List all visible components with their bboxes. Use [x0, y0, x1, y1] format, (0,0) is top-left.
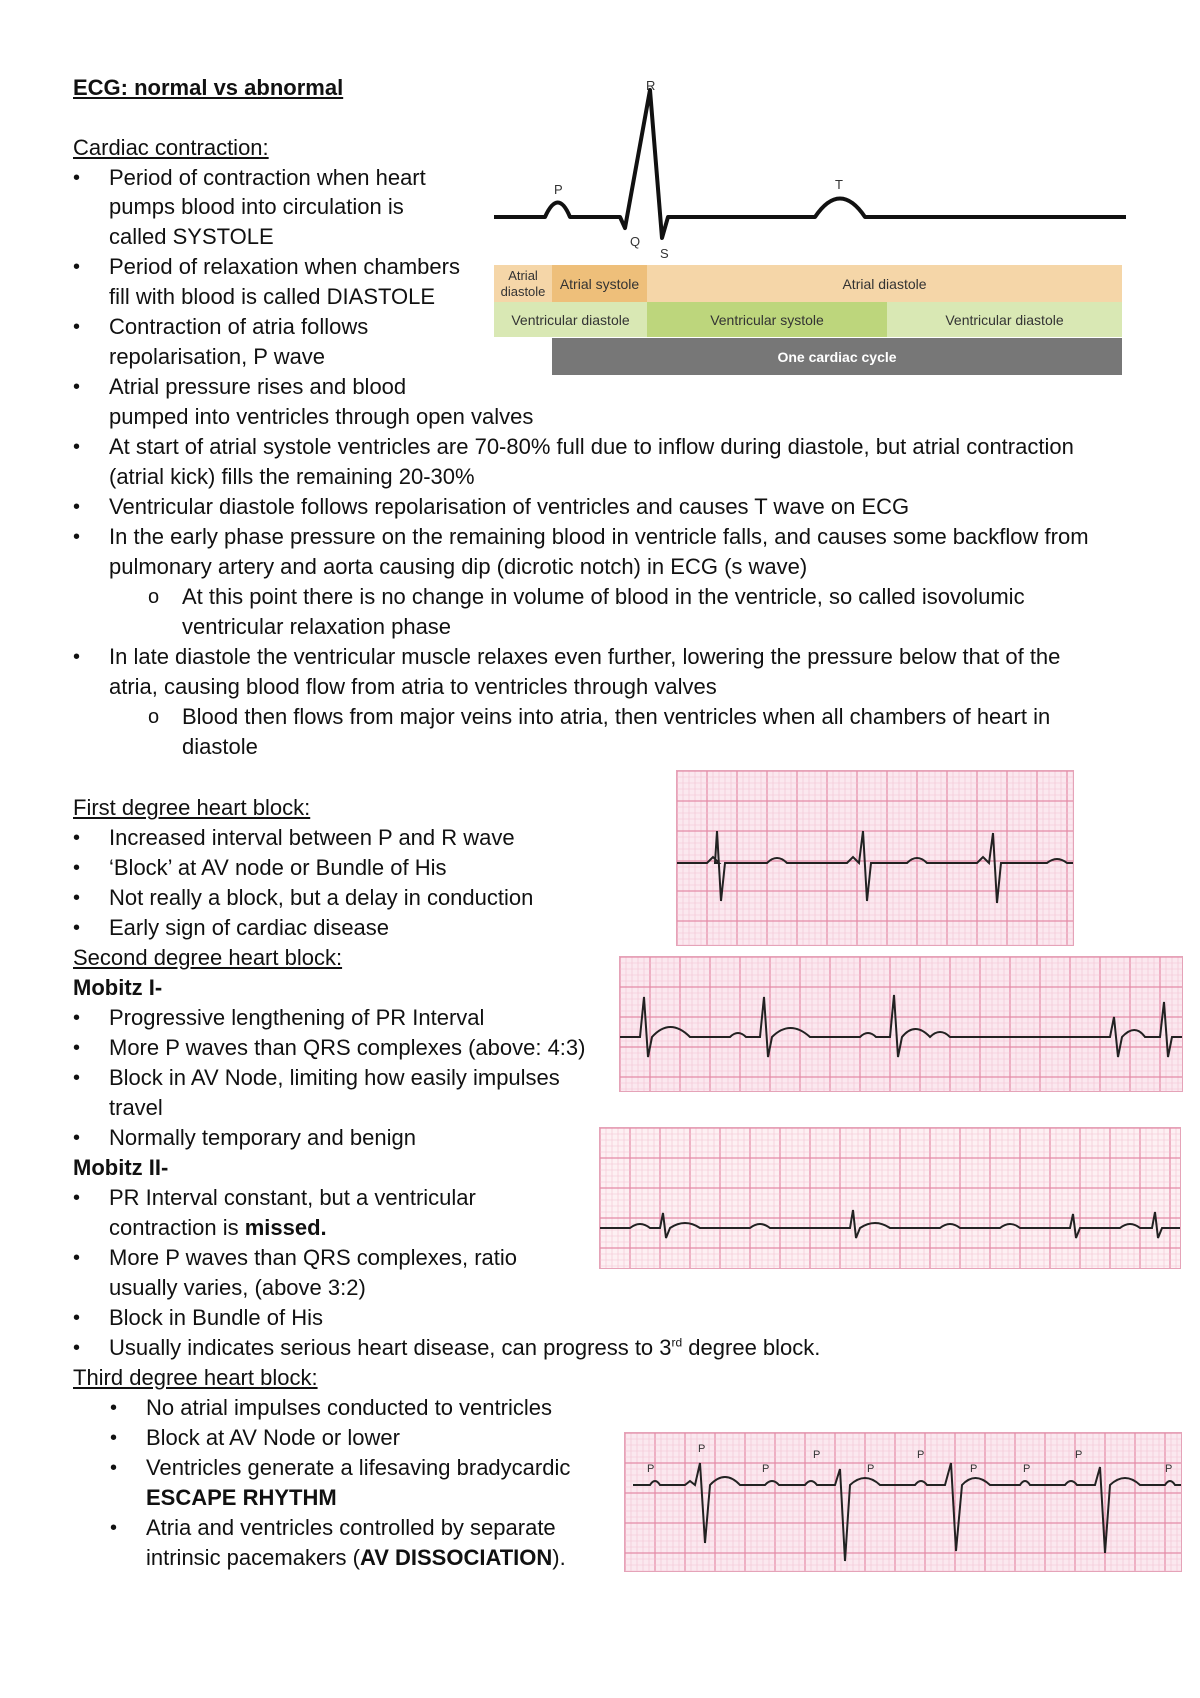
p-wave-label: P	[698, 1443, 706, 1455]
page-title: ECG: normal vs abnormal	[73, 75, 344, 100]
text-run: intrinsic pacemakers (	[146, 1545, 360, 1570]
list-item: Block in AV Node, limiting how easily impulses	[109, 1065, 560, 1090]
ecg-strip-first-degree	[676, 770, 1074, 946]
band-ventricular-diastole-2: Ventricular diastole	[887, 302, 1122, 337]
list-item: called SYSTOLE	[109, 224, 274, 249]
text-run: ).	[552, 1545, 566, 1570]
list-item	[109, 1213, 327, 1243]
text-run: Usually indicates serious heart disease, can progress to 3	[109, 1335, 672, 1360]
list-item: PR Interval constant, but a ventricular	[109, 1185, 476, 1210]
wave-label-q: Q	[630, 234, 641, 249]
list-item: diastole	[182, 734, 258, 759]
wave-label-s: S	[660, 246, 669, 261]
list-item: Ventricles generate a lifesaving bradycardic	[146, 1455, 571, 1480]
list-item: ‘Block’ at AV node or Bundle of His	[109, 855, 447, 880]
p-wave-label: P	[970, 1463, 978, 1475]
list-item	[146, 1543, 566, 1573]
wave-label-t: T	[835, 177, 843, 192]
list-item: Block at AV Node or lower	[146, 1425, 400, 1450]
list-item: ESCAPE RHYTHM	[146, 1485, 337, 1510]
list-item: travel	[109, 1095, 163, 1120]
list-item: atria, causing blood flow from atria to ventricles through valves	[109, 674, 717, 699]
list-item: In late diastole the ventricular muscle relaxes even further, lowering the pressure below that of the	[109, 644, 1061, 669]
p-wave-label: P	[762, 1463, 770, 1475]
ecg-trace	[625, 1433, 1182, 1572]
wave-label-p: P	[554, 182, 563, 197]
mobitz2-heading: Mobitz II-	[73, 1155, 169, 1180]
text-run: contraction is	[109, 1215, 245, 1240]
ecg-strip-mobitz-2	[599, 1127, 1181, 1269]
list-item: Atrial pressure rises and blood	[109, 374, 407, 399]
p-wave-label: P	[917, 1449, 925, 1461]
ecg-trace	[620, 957, 1183, 1092]
list-item: Block in Bundle of His	[109, 1305, 323, 1330]
band-ventricular-systole: Ventricular systole	[647, 302, 887, 337]
list-item: At start of atrial systole ventricles are 70-80% full due to inflow during diastole, but atrial contraction	[109, 434, 1074, 459]
band-atrial-systole: Atrial systole	[552, 265, 647, 302]
band-atrial-diastole-2: Atrial diastole	[647, 265, 1122, 302]
list-item: ventricular relaxation phase	[182, 614, 452, 639]
text-run-bold: missed.	[244, 1215, 327, 1240]
p-wave-label: P	[1023, 1463, 1031, 1475]
band-atrial-diastole: Atrial diastole	[494, 265, 552, 302]
ecg-strip-mobitz-1	[619, 956, 1183, 1092]
list-item: Contraction of atria follows	[109, 314, 369, 339]
p-wave-label: P	[1075, 1449, 1083, 1461]
list-item: fill with blood is called DIASTOLE	[109, 284, 436, 309]
list-item: repolarisation, P wave	[109, 344, 326, 369]
mobitz1-heading: Mobitz I-	[73, 975, 163, 1000]
list-item: pumped into ventricles through open valves	[109, 404, 534, 429]
list-item: Period of contraction when heart	[109, 165, 426, 190]
list-item	[109, 1333, 820, 1363]
list-item: (atrial kick) fills the remaining 20-30%	[109, 464, 475, 489]
pqrst-waveform	[490, 70, 1130, 270]
third-degree-heading: Third degree heart block:	[73, 1365, 318, 1390]
p-wave-label: P	[1165, 1463, 1173, 1475]
list-item: Blood then flows from major veins into atria, then ventricles when all chambers of heart in	[182, 704, 1051, 729]
list-item: pumps blood into circulation is	[109, 194, 404, 219]
list-item: Normally temporary and benign	[109, 1125, 416, 1150]
list-item: More P waves than QRS complexes (above: 4:3)	[109, 1035, 586, 1060]
ecg-trace	[677, 771, 1074, 946]
list-item: Atria and ventricles controlled by separate	[146, 1515, 556, 1540]
cardiac-heading: Cardiac contraction:	[73, 135, 269, 160]
list-item: Period of relaxation when chambers	[109, 254, 460, 279]
superscript: rd	[671, 1335, 683, 1350]
wave-label-r: R	[646, 78, 656, 93]
p-wave-label: P	[813, 1449, 821, 1461]
text-run-bold: AV DISSOCIATION	[359, 1545, 553, 1570]
second-degree-heading: Second degree heart block:	[73, 945, 343, 970]
list-item: More P waves than QRS complexes, ratio	[109, 1245, 517, 1270]
list-item: usually varies, (above 3:2)	[109, 1275, 366, 1300]
cardiac-cycle-diagram	[490, 70, 1130, 380]
band-one-cardiac-cycle: One cardiac cycle	[552, 338, 1122, 375]
list-item: At this point there is no change in volume of blood in the ventricle, so called isovolumic	[182, 584, 1025, 609]
text-run: degree block.	[682, 1335, 821, 1360]
list-item: pulmonary artery and aorta causing dip (dicrotic notch) in ECG (s wave)	[109, 554, 808, 579]
list-item: No atrial impulses conducted to ventricles	[146, 1395, 552, 1420]
ecg-strip-third-degree	[624, 1432, 1182, 1572]
list-item: Not really a block, but a delay in conduction	[109, 885, 534, 910]
list-item: Increased interval between P and R wave	[109, 825, 515, 850]
list-item: Progressive lengthening of PR Interval	[109, 1005, 485, 1030]
list-item: Early sign of cardiac disease	[109, 915, 390, 940]
band-ventricular-diastole: Ventricular diastole	[494, 302, 647, 337]
first-degree-heading: First degree heart block:	[73, 795, 311, 820]
ecg-trace	[600, 1128, 1181, 1269]
p-wave-label: P	[647, 1463, 655, 1475]
list-item: In the early phase pressure on the remaining blood in ventricle falls, and causes some backflow from	[109, 524, 1089, 549]
p-wave-label: P	[867, 1463, 875, 1475]
list-item: Ventricular diastole follows repolarisation of ventricles and causes T wave on ECG	[109, 494, 910, 519]
